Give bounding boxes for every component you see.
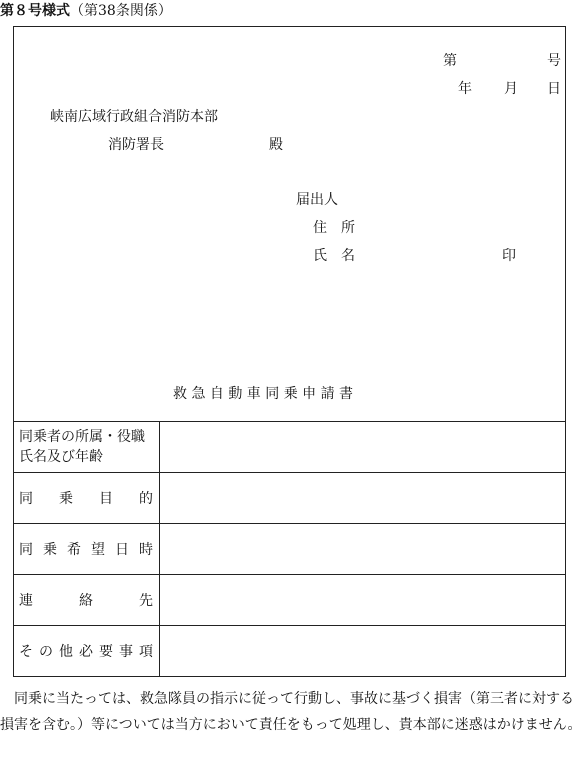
date-year: 年 [458,81,472,97]
form-number: 第８号様式 [0,3,70,19]
name-label: 氏 名 [313,248,355,264]
table-row-purpose [13,472,566,523]
label-char: 乗 [59,491,73,507]
row-label-occupant [13,422,160,472]
recipient-title: 消防署長 [108,137,164,153]
pledge-note: 同乗に当たっては、救急隊員の指示に従って行動し、事故に基づく損害（第三者に対する損害を含む。）等については当方において責任をもって処理し、貴本部に迷惑はかけません。 [0,691,582,733]
label-char: 事 [119,644,133,660]
document-number-suffix: 号 [547,53,561,69]
purpose-input-cell[interactable] [160,473,566,523]
row-label-datetime [13,524,160,574]
row-label-other [13,626,160,676]
label-char: 絡 [79,593,93,609]
label-char: 日 [115,542,129,558]
date-day: 日 [547,81,561,97]
row-label-line: 同乗者の所属・役職 [19,429,145,445]
table-row-occupant [13,421,566,472]
form-article: （第38条関係） [70,3,172,19]
label-char: 時 [139,542,153,558]
label-char: 的 [139,491,153,507]
table-row-datetime [13,523,566,574]
row-label-contact [13,575,160,625]
label-char: そ [19,644,33,660]
label-char: 項 [139,644,153,660]
form-number-title [0,0,172,20]
date-month: 月 [504,81,518,97]
label-char: 望 [91,542,105,558]
label-char: 同 [19,491,33,507]
label-char: 目 [99,491,113,507]
label-char: 連 [19,593,33,609]
label-char: 同 [19,542,33,558]
label-char: 必 [79,644,93,660]
seal-mark: 印 [502,248,516,264]
contact-input-cell[interactable] [160,575,566,625]
label-char: 希 [67,542,81,558]
other-input-cell[interactable] [160,626,566,676]
table-row-other [13,625,566,676]
document-number-prefix: 第 [443,53,457,69]
label-char: 乗 [43,542,57,558]
label-char: 先 [139,593,153,609]
row-label-line: 氏名及び年齢 [19,449,103,465]
address-label: 住 所 [313,220,355,236]
label-char: 他 [59,644,73,660]
organization-name: 峡南広域行政組合消防本部 [50,109,218,125]
label-char: 要 [99,644,113,660]
label-char: の [39,644,53,660]
honorific: 殿 [269,137,283,153]
row-label-purpose [13,473,160,523]
table-row-contact [13,574,566,625]
document-title: 救 急 自 動 車 同 乗 申 請 書 [173,386,354,402]
applicant-heading: 届出人 [296,192,338,208]
datetime-input-cell[interactable] [160,524,566,574]
occupant-input-cell[interactable] [160,422,566,472]
